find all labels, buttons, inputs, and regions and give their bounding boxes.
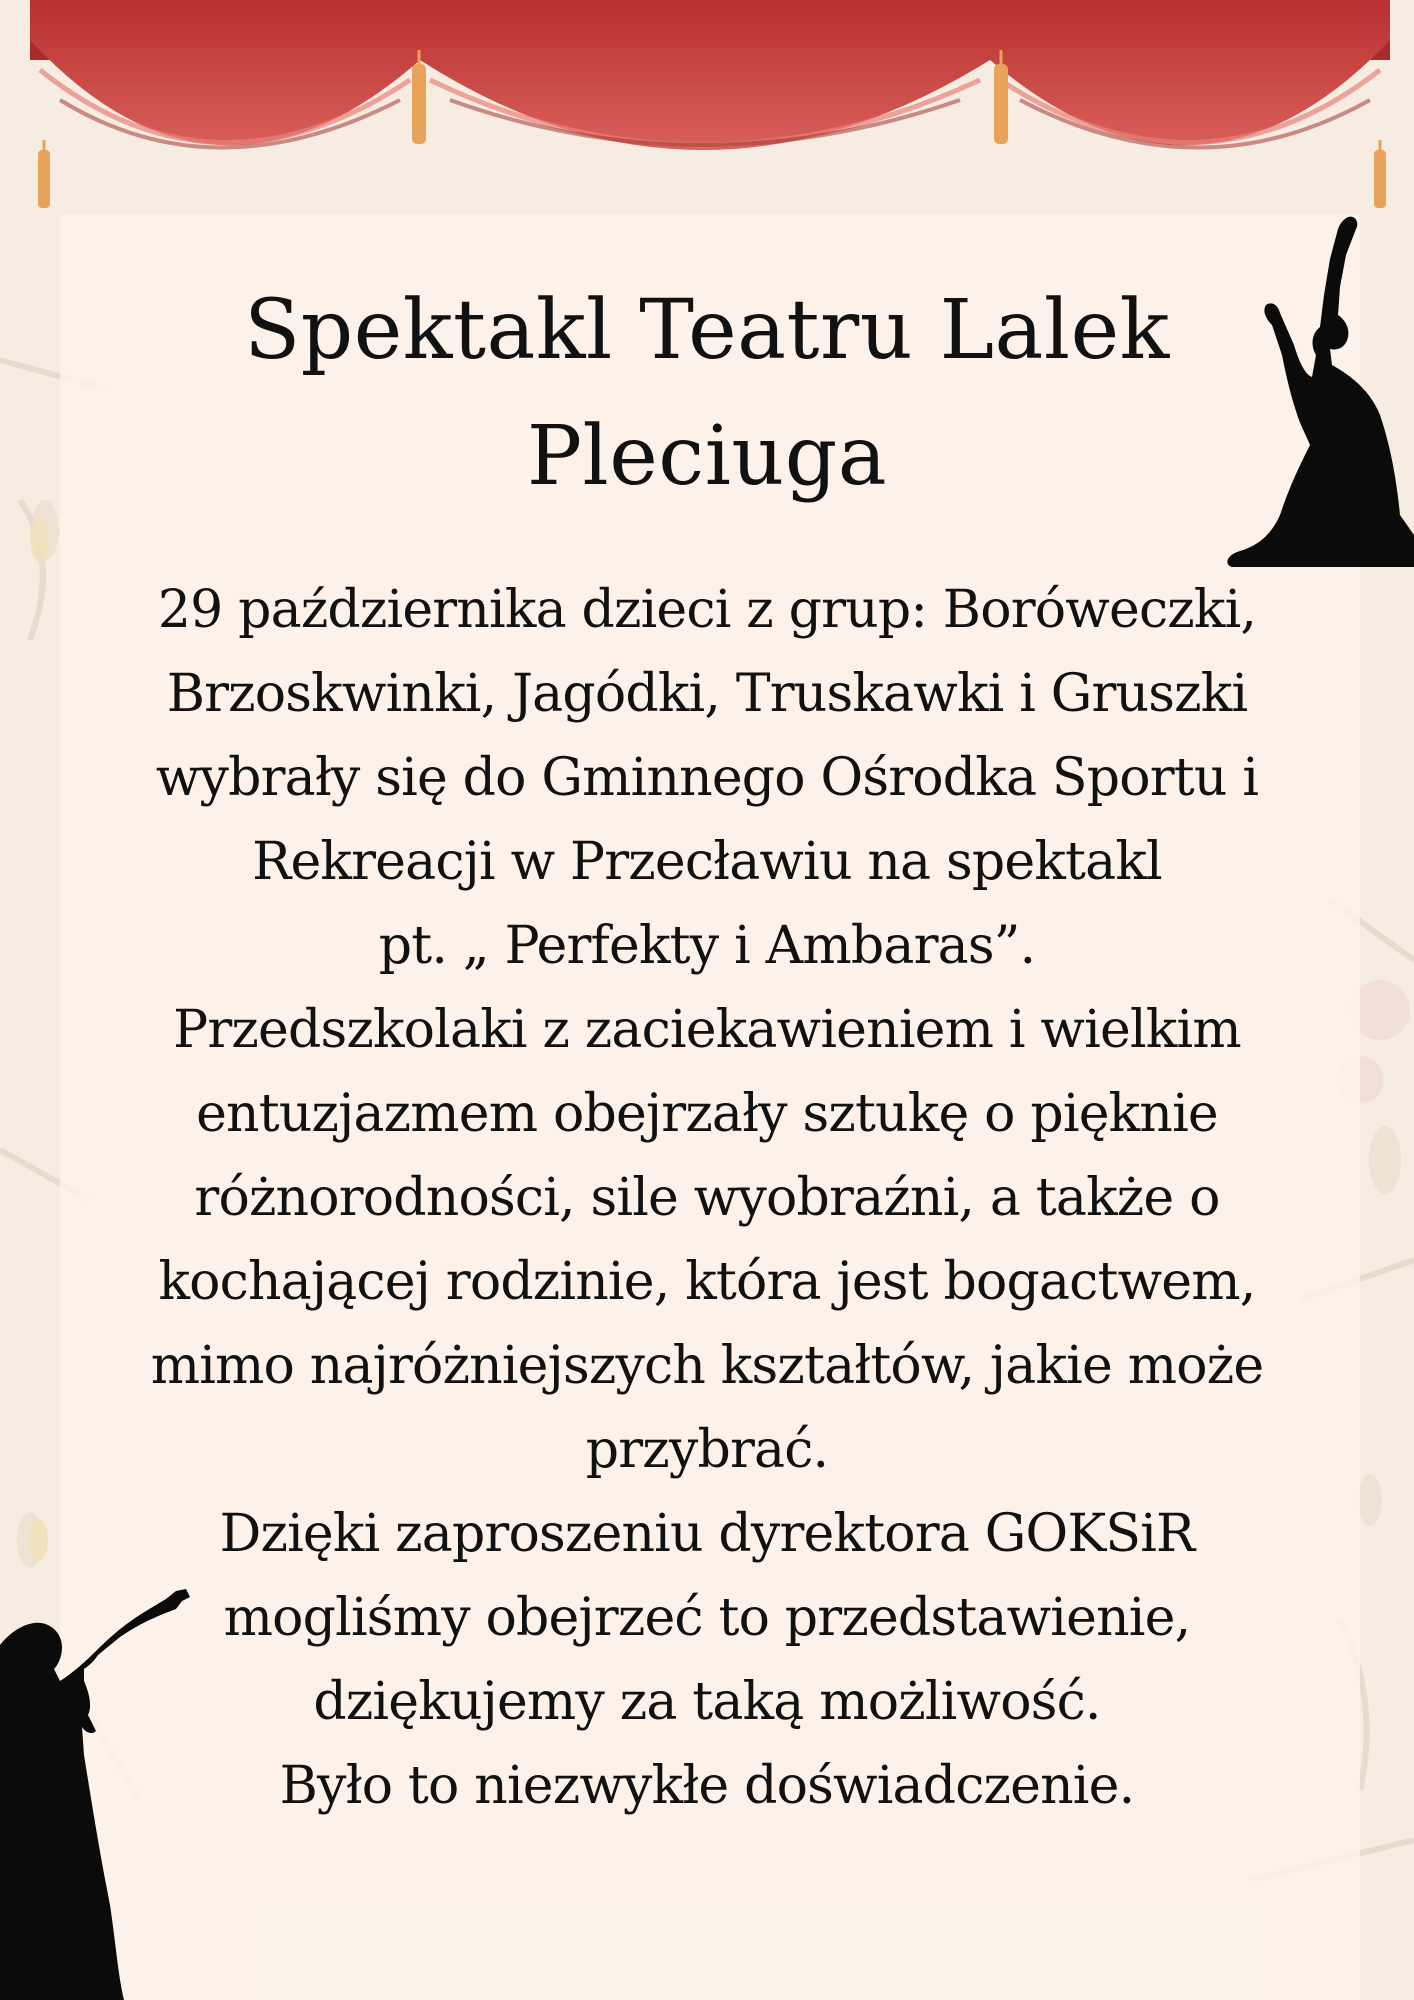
title-line-2: Pleciuga [526, 409, 888, 504]
body-line: Było to niezwykłe doświadczenie. [279, 1756, 1135, 1816]
theater-curtain [0, 0, 1414, 230]
body-line: wybrały się do Gminnego Ośrodka Sportu i [155, 748, 1259, 808]
body-line: Przedszkolaki z zaciekawieniem i wielkim [173, 1000, 1241, 1060]
body-line: różnorodności, sile wyobraźni, a także o [194, 1168, 1220, 1228]
body-line: dziękujemy za taką możliwość. [313, 1672, 1101, 1732]
title-line-1: Spektakl Teatru Lalek [244, 283, 1170, 378]
page-title [150, 268, 1264, 520]
body-line: kochającej rodzinie, która jest bogactwem, [158, 1252, 1256, 1312]
body-line: Brzoskwinki, Jagódki, Truskawki i Gruszki [166, 664, 1248, 724]
body-line: entuzjazmem obejrzały sztukę o pięknie [196, 1084, 1218, 1144]
body-text [110, 568, 1304, 1828]
body-line: Rekreacji w Przecławiu na spektakl [252, 832, 1162, 892]
body-line: przybrać. [585, 1420, 829, 1480]
body-line: pt. „ Perfekty i Ambaras”. [378, 916, 1036, 976]
kneeling-dancer-silhouette [1220, 215, 1414, 575]
standing-dancer-silhouette [0, 1585, 200, 2000]
body-line: 29 października dzieci z grup: Boróweczki, [157, 580, 1257, 640]
body-line: mimo najróżniejszych kształtów, jakie może [150, 1336, 1264, 1396]
body-line: Dzięki zaproszeniu dyrektora GOKSiR [219, 1504, 1195, 1564]
body-line: mogliśmy obejrzeć to przedstawienie, [223, 1588, 1191, 1648]
